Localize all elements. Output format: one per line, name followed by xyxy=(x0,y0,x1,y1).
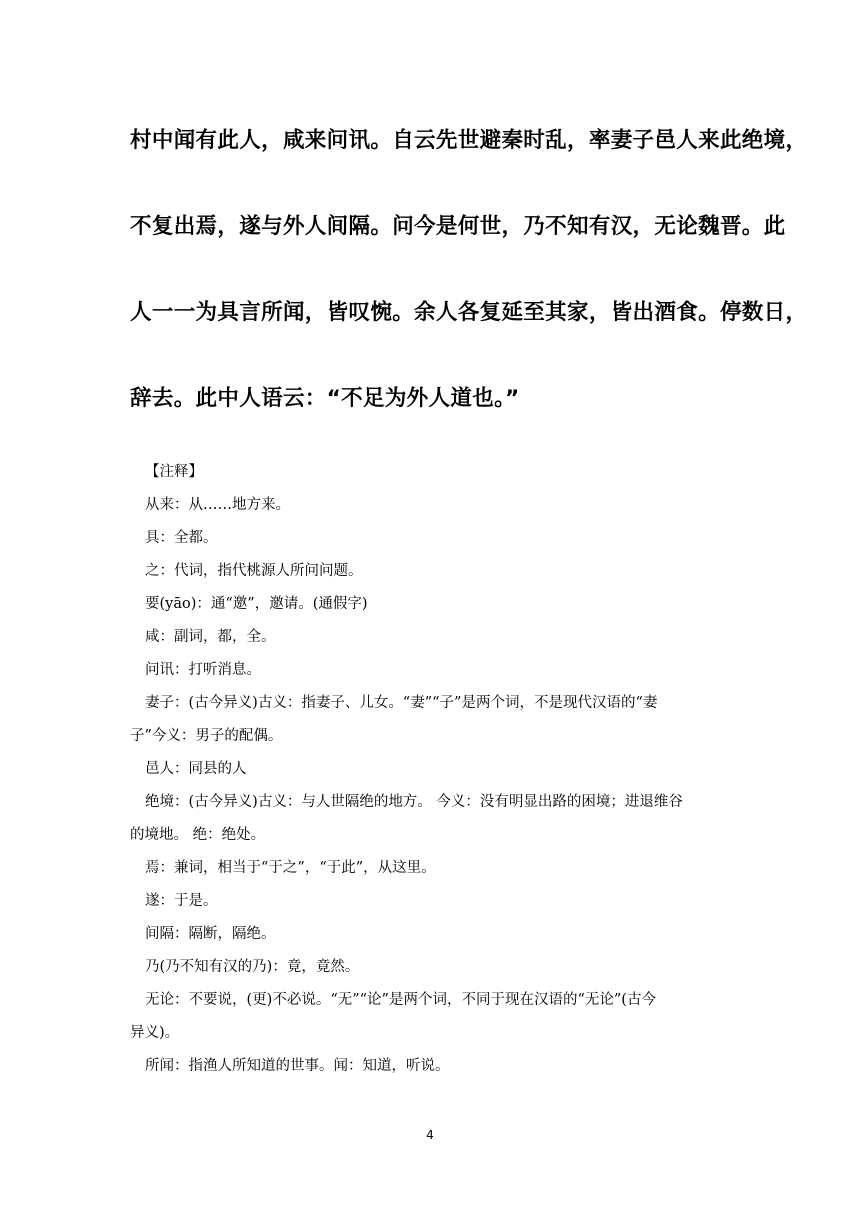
note-juejing-continued: 的境地。 绝：绝处。 xyxy=(130,827,266,843)
passage-line-3: 人一一为具言所闻，皆叹惋。余人各复延至其家，皆出酒食。停数日， xyxy=(130,300,808,325)
note-ju: 具：全都。 xyxy=(145,530,218,546)
annotations-section xyxy=(130,456,740,1083)
note-qizi-continued: 子”今义：男子的配偶。 xyxy=(130,728,283,744)
note-xian: 咸：副词，都，全。 xyxy=(145,629,276,645)
note-jiange: 间隔：隔断，隔绝。 xyxy=(145,926,276,942)
note-conglai: 从来：从……地方来。 xyxy=(145,497,290,513)
note-yan: 焉：兼词，相当于“于之”，“于此”，从这里。 xyxy=(145,860,436,876)
note-juejing: 绝境：(古今异义)古义：与人世隔绝的地方。 今义：没有明显出路的困境；进退维谷 xyxy=(145,794,683,810)
note-yiren: 邑人：同县的人 xyxy=(145,761,247,777)
page-number: 4 xyxy=(426,1128,434,1142)
note-suowen: 所闻：指渔人所知道的世事。闻：知道，听说。 xyxy=(145,1058,450,1074)
passage-line-4: 辞去。此中人语云：“不足为外人道也。” xyxy=(130,386,520,411)
note-wulun-continued: 异义)。 xyxy=(130,1025,180,1041)
passage-line-2: 不复出焉，遂与外人间隔。问今是何世，乃不知有汉，无论魏晋。此 xyxy=(130,214,786,239)
note-wenxun: 问讯：打听消息。 xyxy=(145,662,261,678)
note-yao: 要(yāo)：通“邀”，邀请。(通假字) xyxy=(145,596,368,612)
note-qizi: 妻子：(古今异义)古义：指妻子、儿女。“妻”“子”是两个词，不是现代汉语的“妻 xyxy=(145,695,658,711)
note-wulun: 无论：不要说，(更)不必说。“无”“论”是两个词，不同于现在汉语的“无论”(古今 xyxy=(145,992,656,1008)
annotations-heading: 【注释】 xyxy=(145,464,203,480)
passage-line-1: 村中闻有此人，咸来问讯。自云先世避秦时乱，率妻子邑人来此绝境， xyxy=(130,128,808,153)
note-nai: 乃(乃不知有汉的乃)：竟，竟然。 xyxy=(145,959,360,975)
note-sui: 遂：于是。 xyxy=(145,893,218,909)
note-zhi: 之：代词，指代桃源人所问问题。 xyxy=(145,563,363,579)
classical-text-passage xyxy=(130,120,808,419)
